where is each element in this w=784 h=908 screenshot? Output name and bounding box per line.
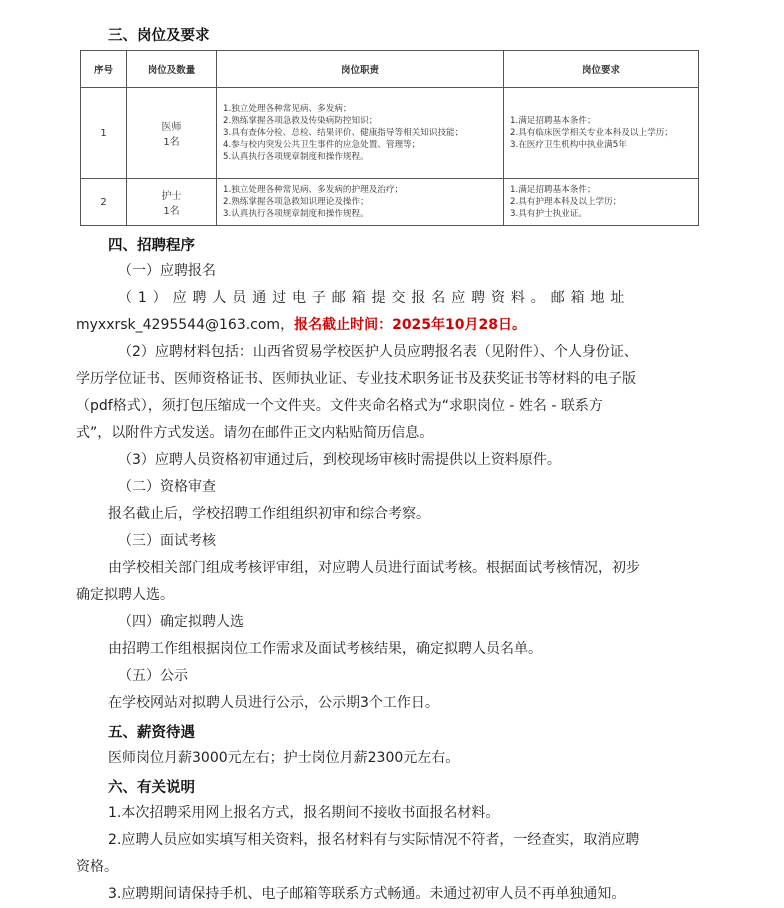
requirement-item: 2.具有护理本科及以上学历； [510, 197, 622, 207]
header-requirements: 岗位要求 [504, 51, 699, 88]
duty-item: 2.熟练掌握各项急救知识理论及操作； [223, 197, 369, 207]
subheading-application: （一）应聘报名 [118, 263, 216, 279]
paragraph-line: 学历学位证书、医师资格证书、医师执业证、专业技术职务证书及获奖证书等材料的电子版 [76, 371, 636, 387]
row-requirements [504, 88, 699, 179]
paragraph-line: 由学校相关部门组成考核评审组，对应聘人员进行面试考核。根据面试考核情况，初步 [108, 560, 640, 576]
row-position [127, 179, 217, 226]
section5-heading: 五、薪资待遇 [108, 725, 195, 741]
paragraph-line: 1.本次招聘采用网上报名方式，报名期间不接收书面报名材料。 [108, 805, 500, 821]
duty-item: 3.具有查体分检、总检、结果评价、健康指导等相关知识技能； [223, 128, 464, 138]
row-position [127, 88, 217, 179]
deadline-notice: 报名截止时间：2025年10月28日。 [294, 317, 527, 333]
requirement-item: 1.满足招聘基本条件； [510, 116, 596, 126]
position-name: 护士 [161, 191, 182, 202]
row-no: 2 [81, 179, 127, 226]
position-count: 1名 [163, 137, 180, 148]
requirement-item: 3.具有护士执业证。 [510, 209, 587, 219]
email-address: myxxrsk_4295544@163.com， [76, 317, 295, 333]
duty-item: 3.认真执行各项规章制度和操作规程。 [223, 209, 369, 219]
paragraph-line: 由招聘工作组根据岗位工作需求及面试考核结果，确定拟聘人员名单。 [108, 641, 542, 657]
requirement-item: 1.满足招聘基本条件； [510, 185, 596, 195]
header-position: 岗位及数量 [127, 51, 217, 88]
paragraph-line: （3）应聘人员资格初审通过后，到校现场审核时需提供以上资料原件。 [118, 452, 561, 468]
row-duties [217, 88, 504, 179]
duty-item: 1.独立处理各种常见病、多发病； [223, 104, 352, 114]
row-no: 1 [81, 88, 127, 179]
table-header-row [81, 51, 699, 88]
paragraph-line [76, 315, 526, 335]
paragraph-line: 医师岗位月薪3000元左右；护士岗位月薪2300元左右。 [108, 750, 460, 766]
duty-item: 5.认真执行各项规章制度和操作规程。 [223, 152, 369, 162]
duty-item: 1.独立处理各种常见病、多发病的护理及治疗； [223, 185, 404, 195]
paragraph-line: （2）应聘材料包括：山西省贸易学校医护人员应聘报名表（见附件）、个人身份证、 [118, 344, 638, 360]
header-duties: 岗位职责 [217, 51, 504, 88]
subheading-qualification: （二）资格审查 [118, 479, 216, 495]
duty-item: 4.参与校内突发公共卫生事件的应急处置、管理等； [223, 140, 421, 150]
section6-heading: 六、有关说明 [108, 780, 195, 796]
paragraph-line: 资格。 [76, 859, 118, 875]
section3-heading: 三、岗位及要求 [108, 28, 210, 44]
row-duties [217, 179, 504, 226]
requirement-item: 2.具有临床医学相关专业本科及以上学历； [510, 128, 673, 138]
paragraph-line: （pdf格式），须打包压缩成一个文件夹。文件夹命名格式为“求职岗位 - 姓名 - 联系方 [76, 398, 603, 414]
subheading-publicity: （五）公示 [118, 668, 188, 684]
positions-table [80, 50, 699, 226]
paragraph-line: 报名截止后，学校招聘工作组组织初审和综合考察。 [108, 506, 430, 522]
paragraph-line: 3.应聘期间请保持手机、电子邮箱等联系方式畅通。未通过初审人员不再单独通知。 [108, 886, 626, 902]
table-row [81, 88, 699, 179]
section4-heading: 四、招聘程序 [108, 238, 195, 254]
paragraph-line: 式”，以附件方式发送。请勿在邮件正文内粘贴简历信息。 [76, 425, 434, 441]
position-name: 医师 [161, 122, 182, 133]
subheading-candidates: （四）确定拟聘人选 [118, 614, 244, 630]
requirement-item: 3.在医疗卫生机构中执业满5年 [510, 140, 627, 150]
header-no: 序号 [81, 51, 127, 88]
subheading-interview: （三）面试考核 [118, 533, 216, 549]
paragraph-line: 2.应聘人员应如实填写相关资料，报名材料有与实际情况不符者，一经查实，取消应聘 [108, 832, 640, 848]
table-row [81, 179, 699, 226]
paragraph-line: （1）应聘人员通过电子邮箱提交报名应聘资料。邮箱地址 [118, 290, 631, 306]
paragraph-line: 在学校网站对拟聘人员进行公示，公示期3个工作日。 [108, 695, 439, 711]
position-count: 1名 [163, 206, 180, 217]
row-requirements [504, 179, 699, 226]
paragraph-line: 确定拟聘人选。 [76, 587, 174, 603]
duty-item: 2.熟练掌握各项急救及传染病防控知识； [223, 116, 378, 126]
